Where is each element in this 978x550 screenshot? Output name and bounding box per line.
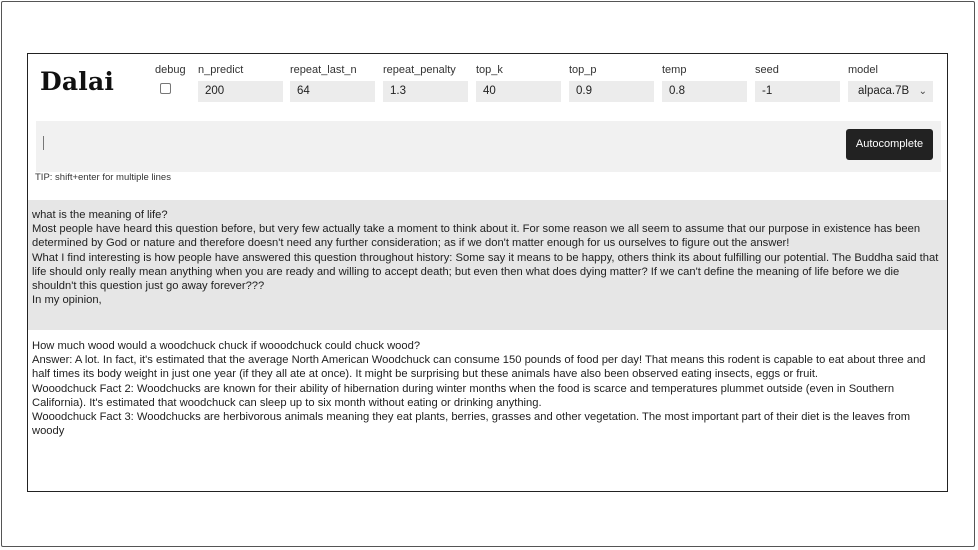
- result-line: Wooodchuck Fact 3: Woodchucks are herbivorous animals meaning they eat plants, berries, grasses and other vegetation. The most important part of their diet is the leaves from woody: [32, 411, 914, 438]
- model-select-value: alpaca.7B: [858, 85, 910, 97]
- dalai-app: [27, 53, 948, 492]
- param-model: [848, 63, 933, 102]
- debug-label: debug: [155, 64, 186, 76]
- top-p-label: top_p: [569, 64, 597, 76]
- temp-input[interactable]: 0.8: [662, 81, 747, 102]
- seed-label: seed: [755, 64, 779, 76]
- result-block: [28, 200, 947, 330]
- model-select[interactable]: [848, 81, 933, 102]
- top-k-label: top_k: [476, 64, 503, 76]
- n-predict-input[interactable]: 200: [198, 81, 283, 102]
- param-top-p: [569, 63, 654, 102]
- result-line: Most people have heard this question before, but very few actually take a moment to think about it. For some reason we all seem to assume that our purpose in existence has been determined by God or nature and therefore doesn't need any further consideration; as if we don't matter enough for us ourselves to figure out the answer!: [32, 223, 924, 250]
- result-line: In my opinion,: [32, 294, 102, 307]
- result-block: [28, 330, 947, 490]
- repeat-penalty-input[interactable]: 1.3: [383, 81, 468, 102]
- result-line: How much wood would a woodchuck chuck if wooodchuck could chuck wood?: [32, 340, 421, 352]
- result-line: Wooodchuck Fact 2: Woodchucks are known for their ability of hibernation during winter months when the food is scarce and temperatures plummet outside (even in Southern California). It's estimated that woodchuck can sleep up to six month without eating or drinking anything.: [32, 382, 898, 409]
- param-top-k: [476, 63, 561, 102]
- seed-input[interactable]: -1: [755, 81, 840, 102]
- repeat-penalty-label: repeat_penalty: [383, 64, 456, 76]
- repeat-last-n-input[interactable]: 64: [290, 81, 375, 102]
- model-label: model: [848, 64, 878, 76]
- prompt-input[interactable]: [36, 121, 941, 172]
- result-line: what is the meaning of life?: [32, 209, 168, 221]
- repeat-last-n-label: repeat_last_n: [290, 64, 357, 76]
- param-debug: [155, 63, 195, 77]
- param-temp: [662, 63, 747, 102]
- result-line: What I find interesting is how people have answered this question throughout history: Some say it means to be happy, others think its about fulfilling our potential. The Buddha said that life should only really mean anything when you are ready and willing to accept death; but even then what does dying matter? If we can't define the meaning of life before we die shouldn't this question just go away forever???: [32, 251, 942, 293]
- param-repeat-last-n: [290, 63, 375, 102]
- top-k-input[interactable]: 40: [476, 81, 561, 102]
- temp-label: temp: [662, 64, 687, 76]
- autocomplete-button[interactable]: Autocomplete: [846, 129, 933, 160]
- top-p-input[interactable]: 0.9: [569, 81, 654, 102]
- param-seed: [755, 63, 840, 102]
- n-predict-label: n_predict: [198, 64, 244, 76]
- chevron-down-icon: ⌄: [918, 86, 927, 97]
- param-repeat-penalty: [383, 63, 468, 102]
- result-line: Answer: A lot. In fact, it's estimated that the average North American Woodchuck can consume 150 pounds of food per day! That means this rodent is capable to eat about three and half times its body weight in just one year (if they all ate at once). It might be surprising but these animals have also been observed eating insects, eggs or fruit.: [32, 354, 929, 381]
- param-n-predict: [198, 63, 283, 102]
- text-caret: [43, 136, 44, 150]
- settings-bar: [28, 54, 947, 110]
- tip-text: TIP: shift+enter for multiple lines: [35, 172, 171, 183]
- logo: Dalai: [40, 67, 115, 96]
- debug-checkbox[interactable]: [160, 83, 171, 94]
